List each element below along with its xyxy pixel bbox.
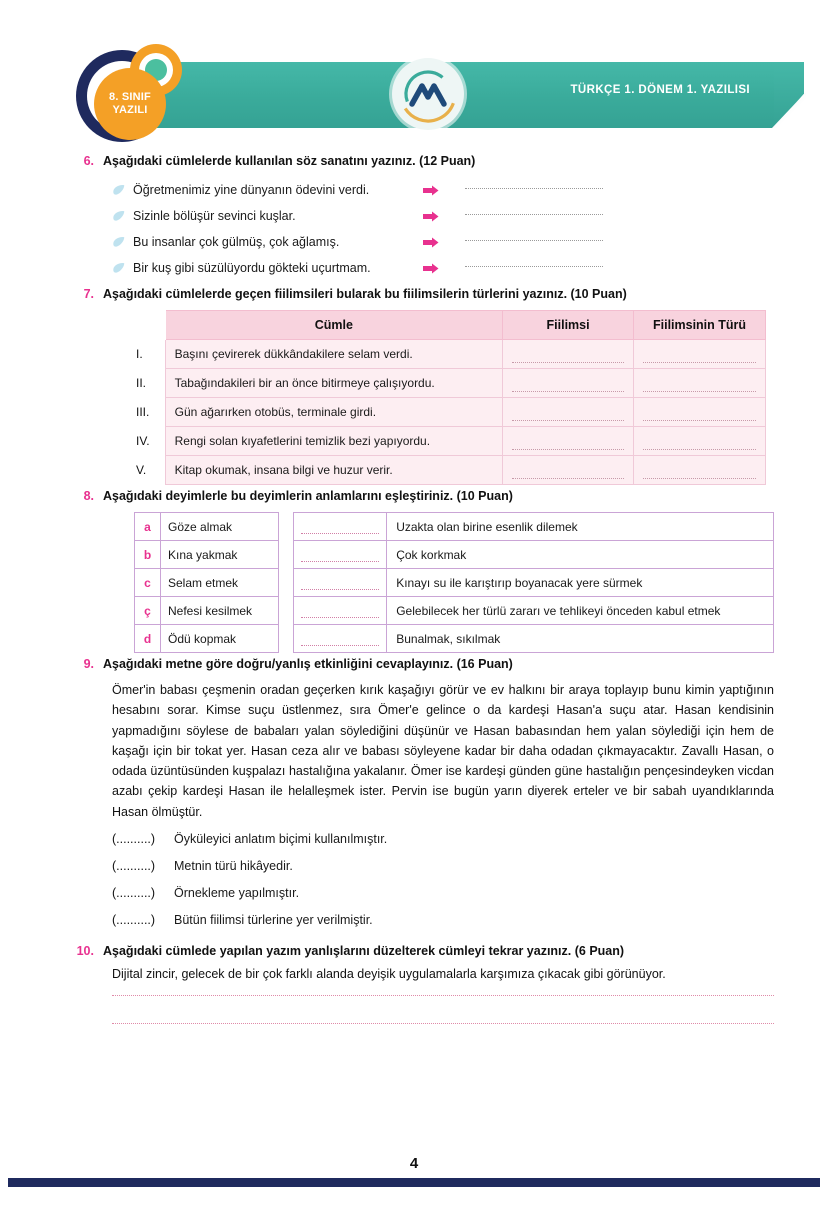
row-fiilimsi-blank[interactable] bbox=[503, 427, 634, 456]
row-fiilimsi-turu-blank[interactable] bbox=[634, 340, 766, 369]
table-row bbox=[135, 569, 279, 597]
exam-content bbox=[0, 148, 828, 1024]
table-row bbox=[294, 513, 774, 541]
list-item bbox=[112, 913, 774, 940]
question-6-items bbox=[112, 177, 774, 281]
question-6-sentence: Öğretmenimiz yine dünyanın ödevini verdi. bbox=[133, 183, 370, 197]
idiom-text: Göze almak bbox=[161, 513, 279, 541]
row-sentence: Kitap okumak, insana bilgi ve huzur verir. bbox=[165, 456, 503, 485]
question-6-sentence: Bir kuş gibi süzülüyordu gökteki uçurtmam. bbox=[133, 261, 371, 275]
row-fiilimsi-blank[interactable] bbox=[503, 456, 634, 485]
meaning-text: Kınayı su ile karıştırıp boyanacak yere sürmek bbox=[387, 569, 774, 597]
arrow-right-icon bbox=[423, 185, 439, 196]
table-row bbox=[134, 398, 766, 427]
fiilimsi-table bbox=[134, 310, 766, 485]
question-8-prompt: Aşağıdaki deyimlerle bu deyimlerin anlamlarını eşleştiriniz. (10 Puan) bbox=[103, 489, 513, 503]
row-fiilimsi-blank[interactable] bbox=[503, 398, 634, 427]
row-index: II. bbox=[134, 369, 165, 398]
row-index: IV. bbox=[134, 427, 165, 456]
idiom-letter: d bbox=[135, 625, 161, 653]
badge-line-1: 8. SINIF bbox=[109, 91, 151, 104]
exam-title: TÜRKÇE 1. DÖNEM 1. YAZILISI bbox=[570, 84, 750, 96]
idiom-text: Selam etmek bbox=[161, 569, 279, 597]
table-header-row bbox=[134, 311, 766, 340]
meaning-answer-blank[interactable] bbox=[294, 625, 387, 653]
table-header-index bbox=[134, 311, 165, 340]
statement-text: Bütün fiilimsi türlerine yer verilmiştir. bbox=[174, 912, 373, 927]
question-7-table-wrapper bbox=[134, 310, 774, 485]
row-index: V. bbox=[134, 456, 165, 485]
grade-badge bbox=[74, 40, 202, 148]
question-10-number: 10. bbox=[76, 943, 94, 958]
question-10-heading bbox=[76, 944, 774, 958]
question-6-answer-blank[interactable] bbox=[465, 188, 603, 189]
row-sentence: Gün ağarırken otobüs, terminale girdi. bbox=[165, 398, 503, 427]
reading-passage: Ömer'in babası çeşmenin oradan geçerken kırık kaşağıyı görür ve ev halkını bir araya toplayıp bunu kimin yaptığının hesabını sorar. Kimse suçu üstlenmez, sıra Ömer'e gelince o da kardeşi Hasan'a suçu atar. Hasan kendisinin yapmadığını söylese de babaları yalan söylediğini düşünür ve Hasan babasından hem yalan söylediği için hem de kaşağı için bir tokat yer. Hasan ceza alır ve babası söyleyene kadar bir daha odadan çıkmayacaktır. Zavallı Hasan, o odada üzüntüsünden kuşpalazı hastalığına yakalanır. Ömer ise kardeşi günden güne hastalığın pençesindeyken vicdan azabı çekip kardeşi Hasan ile helalleşmek ister. Pervin ise bugün yarın diyerek erteler ve bir sabah uyandıklarında Hasan ölmüştür. bbox=[112, 683, 774, 819]
true-false-blank[interactable]: (..........) bbox=[112, 885, 156, 900]
true-false-blank[interactable]: (..........) bbox=[112, 831, 156, 846]
question-8-number: 8. bbox=[83, 489, 94, 503]
table-row bbox=[134, 427, 766, 456]
meaning-text: Gelebilecek her türlü zararı ve tehlikeyi önceden kabul etmek bbox=[387, 597, 774, 625]
question-8-heading bbox=[76, 489, 774, 503]
question-6-answer-blank[interactable] bbox=[465, 240, 603, 241]
question-6-number: 6. bbox=[83, 154, 94, 168]
arrow-right-icon bbox=[423, 263, 439, 274]
table-row bbox=[294, 569, 774, 597]
table-row bbox=[134, 369, 766, 398]
answer-line[interactable] bbox=[112, 1023, 774, 1024]
question-10 bbox=[76, 944, 774, 1024]
list-item bbox=[112, 255, 774, 281]
meaning-text: Bunalmak, sıkılmak bbox=[387, 625, 774, 653]
table-row bbox=[135, 597, 279, 625]
row-index: III. bbox=[134, 398, 165, 427]
true-false-statements bbox=[112, 832, 774, 940]
list-item bbox=[112, 203, 774, 229]
question-6-sentence: Bu insanlar çok gülmüş, çok ağlamış. bbox=[133, 235, 340, 249]
list-item bbox=[112, 859, 774, 886]
question-7-number: 7. bbox=[83, 287, 94, 301]
meaning-answer-blank[interactable] bbox=[294, 513, 387, 541]
table-row bbox=[135, 513, 279, 541]
badge-line-2: YAZILI bbox=[112, 104, 148, 116]
statement-text: Öyküleyici anlatım biçimi kullanılmıştır. bbox=[174, 831, 388, 846]
row-sentence: Başını çevirerek dükkândakilere selam verdi. bbox=[165, 340, 503, 369]
question-6 bbox=[76, 154, 774, 281]
question-8 bbox=[76, 489, 774, 653]
question-6-answer-blank[interactable] bbox=[465, 214, 603, 215]
question-9-number: 9. bbox=[83, 657, 94, 671]
row-sentence: Tabağındakileri bir an önce bitirmeye çalışıyordu. bbox=[165, 369, 503, 398]
table-row bbox=[294, 541, 774, 569]
list-item bbox=[112, 229, 774, 255]
question-10-answer-area bbox=[112, 995, 774, 1024]
idiom-letter: a bbox=[135, 513, 161, 541]
idiom-text: Kına yakmak bbox=[161, 541, 279, 569]
meaning-answer-blank[interactable] bbox=[294, 569, 387, 597]
statement-text: Örnekleme yapılmıştır. bbox=[174, 885, 300, 900]
table-header-fiilimsi: Fiilimsi bbox=[503, 311, 634, 340]
row-index: I. bbox=[134, 340, 165, 369]
question-10-sentence: Dijital zincir, gelecek de bir çok farklı alanda deyişik uygulamalarla karşımıza çıkacak gibi görünüyor. bbox=[112, 966, 666, 981]
row-fiilimsi-turu-blank[interactable] bbox=[634, 369, 766, 398]
meaning-answer-blank[interactable] bbox=[294, 597, 387, 625]
meaning-text: Uzakta olan birine esenlik dilemek bbox=[387, 513, 774, 541]
idiom-text: Nefesi kesilmek bbox=[161, 597, 279, 625]
question-8-matching bbox=[134, 512, 774, 653]
list-item bbox=[112, 886, 774, 913]
av-monogram-logo bbox=[392, 58, 464, 130]
question-9-prompt: Aşağıdaki metne göre doğru/yanlış etkinliğini cevaplayınız. (16 Puan) bbox=[103, 657, 513, 671]
idiom-text: Ödü kopmak bbox=[161, 625, 279, 653]
idiom-letter: c bbox=[135, 569, 161, 597]
true-false-blank[interactable]: (..........) bbox=[112, 912, 156, 927]
row-fiilimsi-turu-blank[interactable] bbox=[634, 456, 766, 485]
idiom-letter: b bbox=[135, 541, 161, 569]
list-item bbox=[112, 832, 774, 859]
table-row bbox=[134, 456, 766, 485]
table-row bbox=[294, 625, 774, 653]
row-fiilimsi-turu-blank[interactable] bbox=[634, 427, 766, 456]
idioms-table bbox=[134, 512, 279, 653]
table-header-fiilimsi-turu: Fiilimsinin Türü bbox=[634, 311, 766, 340]
question-6-prompt: Aşağıdaki cümlelerde kullanılan söz sanatını yazınız. (12 Puan) bbox=[103, 154, 476, 168]
leaf-bullet-icon bbox=[112, 184, 126, 196]
answer-line[interactable] bbox=[112, 995, 774, 996]
leaf-bullet-icon bbox=[112, 210, 126, 222]
question-6-heading bbox=[76, 154, 774, 168]
arrow-right-icon bbox=[423, 211, 439, 222]
table-row bbox=[134, 340, 766, 369]
idiom-letter: ç bbox=[135, 597, 161, 625]
row-fiilimsi-blank[interactable] bbox=[503, 340, 634, 369]
question-7 bbox=[76, 287, 774, 485]
meaning-text: Çok korkmak bbox=[387, 541, 774, 569]
table-row bbox=[135, 625, 279, 653]
table-header-cumle: Cümle bbox=[165, 311, 503, 340]
row-fiilimsi-turu-blank[interactable] bbox=[634, 398, 766, 427]
footer-bar bbox=[8, 1178, 820, 1187]
statement-text: Metnin türü hikâyedir. bbox=[174, 858, 293, 873]
question-7-heading bbox=[76, 287, 774, 301]
arrow-right-icon bbox=[423, 237, 439, 248]
row-sentence: Rengi solan kıyafetlerini temizlik bezi yapıyordu. bbox=[165, 427, 503, 456]
question-7-prompt: Aşağıdaki cümlelerde geçen fiilimsileri bularak bu fiilimsilerin türlerini yazınız. (10 Puan) bbox=[103, 287, 627, 301]
question-9-heading bbox=[76, 657, 774, 671]
table-row bbox=[294, 597, 774, 625]
page-number: 4 bbox=[409, 1155, 419, 1172]
row-fiilimsi-blank[interactable] bbox=[503, 369, 634, 398]
true-false-blank[interactable]: (..........) bbox=[112, 858, 156, 873]
badge-label-circle bbox=[94, 68, 166, 140]
question-10-prompt: Aşağıdaki cümlede yapılan yazım yanlışlarını düzelterek cümleyi tekrar yazınız. (6 Puan) bbox=[103, 943, 625, 958]
question-6-sentence: Sizinle bölüşür sevinci kuşlar. bbox=[133, 209, 296, 223]
leaf-bullet-icon bbox=[112, 262, 126, 274]
meanings-table bbox=[293, 512, 774, 653]
page-header bbox=[0, 40, 828, 148]
leaf-bullet-icon bbox=[112, 236, 126, 248]
list-item bbox=[112, 177, 774, 203]
question-6-answer-blank[interactable] bbox=[465, 266, 603, 267]
table-row bbox=[135, 541, 279, 569]
question-9 bbox=[76, 657, 774, 940]
meaning-answer-blank[interactable] bbox=[294, 541, 387, 569]
